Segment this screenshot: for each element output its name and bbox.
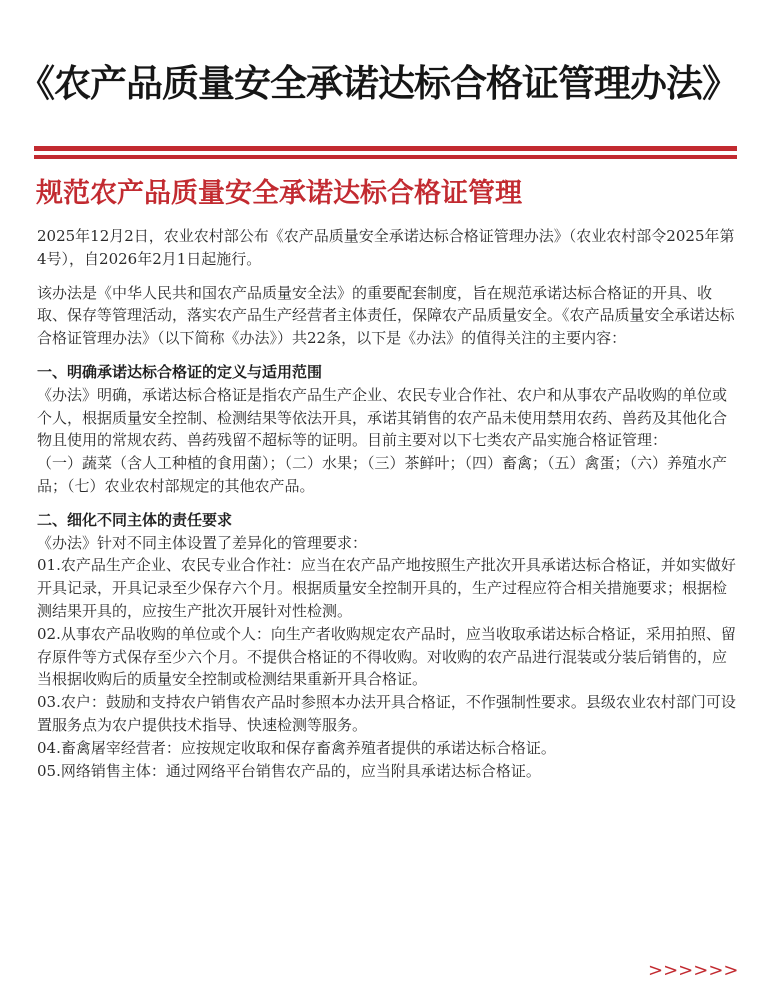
list-item: 02.从事农产品收购的单位或个人：向生产者收购规定农产品时，应当收取承诺达标合格证，采用拍照、留存原件等方式保存至少六个月。不提供合格证的不得收购。对收购的农产品进行混装或分装后销售的，应当根据收购后的质量安全控制或检测结果重新开具合格证。 (37, 624, 736, 689)
intro-paragraph-1: 2025年12月2日，农业农村部公布《农产品质量安全承诺达标合格证管理办法》（农业农村部令2025年第4号），自2026年2月1日起施行。 (37, 227, 735, 268)
divider-bottom (34, 155, 737, 159)
next-page-arrows[interactable]: >>>>>> (648, 960, 739, 981)
section2-heading: 二、细化不同主体的责任要求 (37, 510, 233, 529)
page-title: 《农产品质量安全承诺达标合格证管理办法》 (18, 61, 738, 105)
list-item: 01.农产品生产企业、农民专业合作社：应当在农产品产地按照生产批次开具承诺达标合格证，并如实做好开具记录，开具记录至少保存六个月。根据质量安全控制开具的，生产过程应符合相关措施要求；根据检测结果开具的，应按生产批次开展针对性检测。 (37, 556, 736, 620)
list-item: 04.畜禽屠宰经营者：应按规定收取和保存畜禽养殖者提供的承诺达标合格证。 (37, 738, 556, 757)
article-body (37, 225, 737, 782)
section1-paragraph: 《办法》明确，承诺达标合格证是指农产品生产企业、农民专业合作社、农户和从事农产品收购的单位或个人，根据质量安全控制、检测结果等依法开具，承诺其销售的农产品未使用禁用农药、兽药及其他化合物且使用的常规农药、兽药残留不超标等的证明。目前主要对以下七类农产品实施合格证管理： (37, 385, 728, 450)
section2-intro: 《办法》针对不同主体设置了差异化的管理要求： (37, 533, 368, 552)
divider-top (34, 146, 737, 151)
section1-heading: 一、明确承诺达标合格证的定义与适用范围 (37, 362, 323, 381)
list-item: 03.农户：鼓励和支持农户销售农产品时参照本办法开具合格证，不作强制性要求。县级农业农村部门可设置服务点为农户提供技术指导、快速检测等服务。 (37, 693, 736, 734)
intro-paragraph-2: 该办法是《中华人民共和国农产品质量安全法》的重要配套制度，旨在规范承诺达标合格证的开具、收取、保存等管理活动，落实农产品生产经营者主体责任，保障农产品质量安全。《农产品质量安全承诺达标合格证管理办法》（以下简称《办法》）共22条，以下是《办法》的值得关注的主要内容： (37, 283, 735, 348)
list-item: 05.网络销售主体：通过网络平台销售农产品的，应当附具承诺达标合格证。 (37, 761, 541, 780)
section-subtitle: 规范农产品质量安全承诺达标合格证管理 (36, 178, 522, 209)
section1-categories: （一）蔬菜（含人工种植的食用菌）；（二）水果；（三）茶鲜叶；（四）畜禽；（五）禽蛋；（六）养殖水产品；（七）农业农村部规定的其他农产品。 (37, 454, 728, 495)
